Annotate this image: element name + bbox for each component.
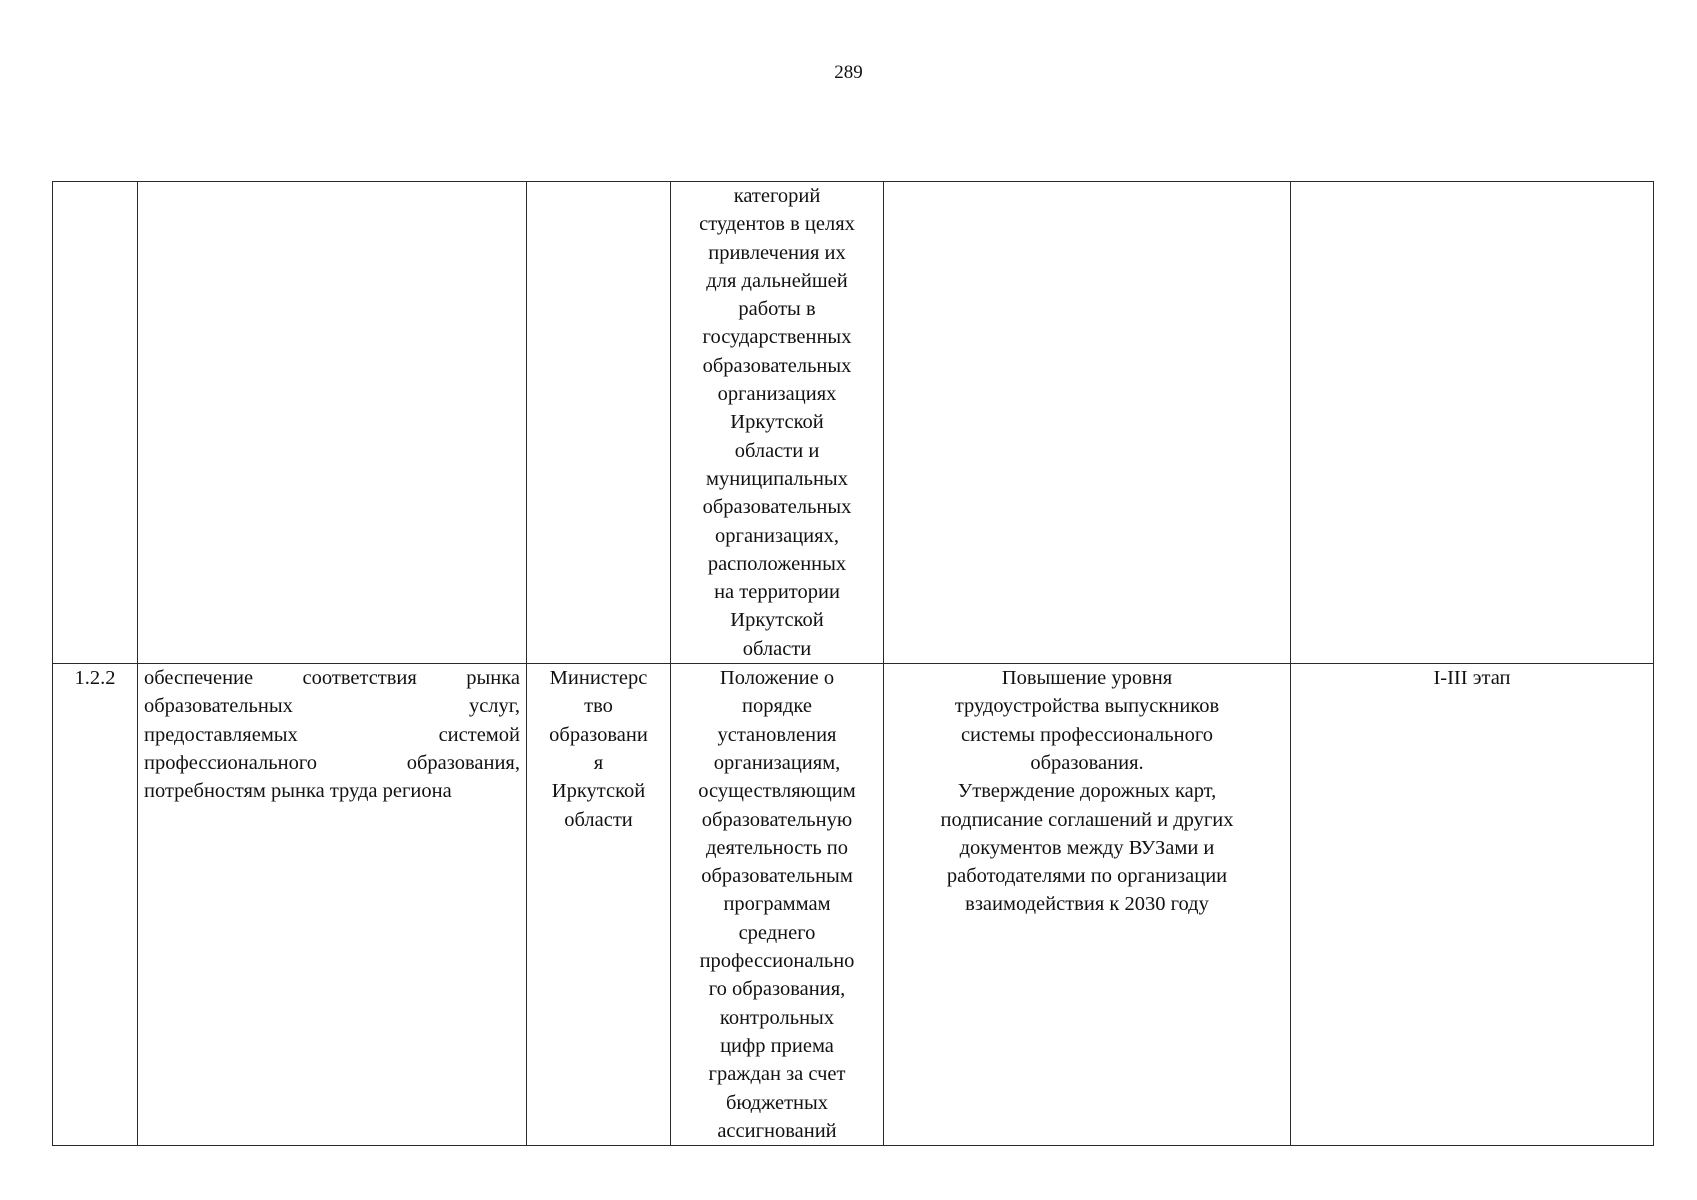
result-line: образования. xyxy=(1030,751,1144,774)
document-line: расположенных xyxy=(707,552,847,575)
item-name-line: профессионального образования, xyxy=(144,751,520,774)
document-line: осуществляющим xyxy=(698,780,856,803)
item-name-cell xyxy=(138,182,527,664)
document-line: области и xyxy=(734,439,820,462)
result-line: системы профессионального xyxy=(960,723,1214,746)
document-line: установления xyxy=(717,723,837,746)
document-line: Положение о xyxy=(719,667,835,690)
table-row xyxy=(53,182,1654,664)
result-line: Повышение уровня xyxy=(1001,667,1173,690)
document-cell xyxy=(671,664,884,1146)
document-line: образовательную xyxy=(701,808,853,831)
document-line: программам xyxy=(723,893,831,916)
result-line: Утверждение дорожных карт, xyxy=(957,780,1217,803)
responsible-line: Министерс xyxy=(549,667,648,690)
result-cell xyxy=(884,182,1291,664)
item-name-line: обеспечение соответствия рынка xyxy=(144,667,520,690)
document-line: ассигнований xyxy=(717,1119,837,1142)
document-line: категорий xyxy=(733,185,821,207)
document-line: муниципальных xyxy=(706,467,848,490)
item-name-line: потребностям рынка труда региона xyxy=(144,780,452,803)
document-line: государственных xyxy=(702,326,852,349)
item-number-cell xyxy=(53,182,138,664)
result-line: взаимодействия к 2030 году xyxy=(965,893,1209,916)
stage-cell xyxy=(1291,182,1654,664)
table-row xyxy=(53,664,1654,1146)
document-line: граждан за счет xyxy=(708,1063,846,1086)
responsible-line: образовани xyxy=(549,723,648,746)
responsible-line: я xyxy=(593,751,604,774)
document-line: цифр приема xyxy=(720,1034,834,1057)
document-line: для дальнейшей xyxy=(706,269,848,292)
responsible-line: тво xyxy=(584,695,613,718)
document-line: Иркутской xyxy=(730,411,824,434)
document-line: образовательным xyxy=(701,865,853,888)
document-line: среднего xyxy=(738,921,816,944)
stage-cell: I-III этап xyxy=(1291,664,1654,1146)
document-line: организациях, xyxy=(715,524,839,547)
responsible-cell xyxy=(527,664,671,1146)
document-line: образовательных xyxy=(702,496,852,519)
item-name-line: образовательных услуг, xyxy=(144,695,520,718)
result-line: трудоустройства выпускников xyxy=(954,695,1220,718)
item-name-line: предоставляемых системой xyxy=(144,723,520,746)
document-line: Иркутской xyxy=(730,609,824,632)
result-cell xyxy=(884,664,1291,1146)
document-line: профессионально xyxy=(699,950,855,973)
document-line: организациях xyxy=(717,383,837,406)
document-line: деятельность по xyxy=(705,836,849,859)
responsible-line: области xyxy=(564,808,633,831)
document-line: области xyxy=(742,637,812,660)
responsible-cell xyxy=(527,182,671,664)
responsible-line: Иркутской xyxy=(551,780,646,803)
document-line: организациям, xyxy=(713,751,841,774)
document-line: контрольных xyxy=(719,1006,835,1029)
document-line: привлечения их xyxy=(708,241,846,264)
document-line: на территории xyxy=(714,581,840,604)
document-line: порядке xyxy=(742,695,812,718)
document-line: го образования, xyxy=(708,978,846,1001)
plan-table xyxy=(52,181,1654,1146)
item-number-cell: 1.2.2 xyxy=(53,664,138,1146)
item-name-cell xyxy=(138,664,527,1146)
result-line: подписание соглашений и других xyxy=(940,808,1234,831)
result-line: документов между ВУЗами и xyxy=(959,836,1215,859)
result-line: работодателями по организации xyxy=(946,865,1228,888)
document-line: бюджетных xyxy=(725,1091,829,1114)
document-cell xyxy=(671,182,884,664)
page-number: 289 xyxy=(834,62,863,83)
document-line: работы в xyxy=(738,298,816,321)
document-line: студентов в целях xyxy=(699,213,855,236)
document-line: образовательных xyxy=(702,354,852,377)
